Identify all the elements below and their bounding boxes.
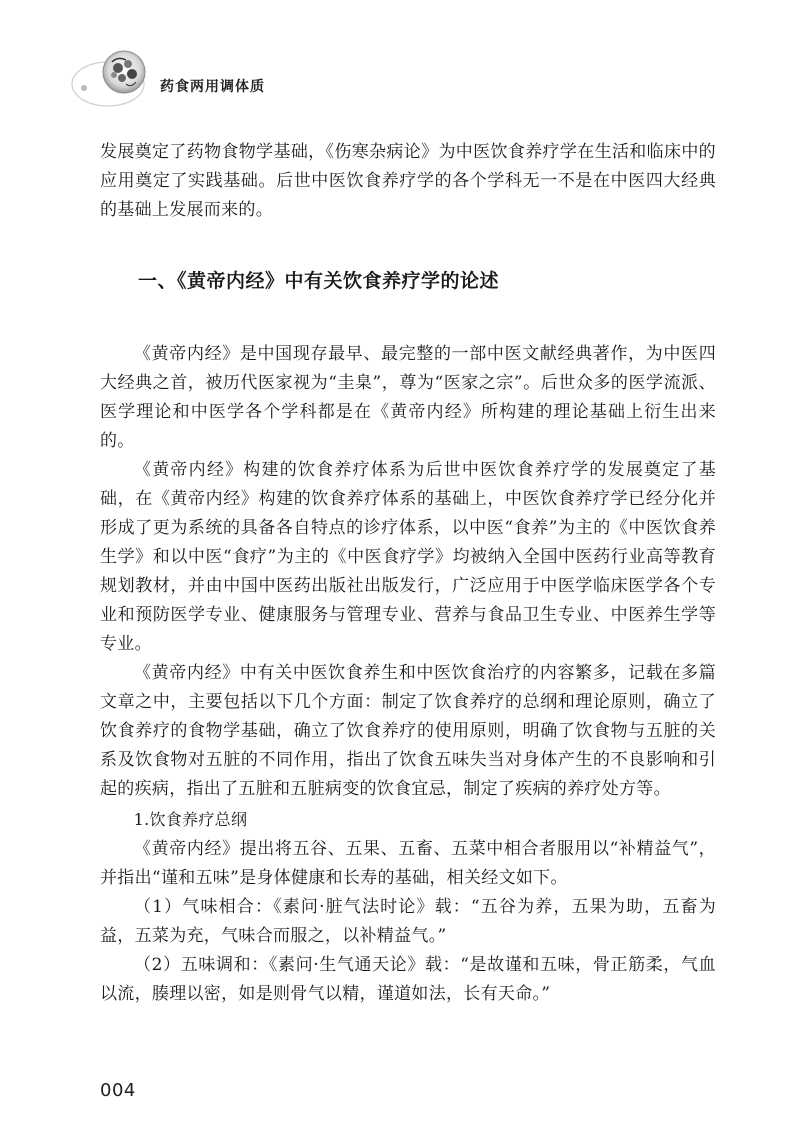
list-item-2: （2）五味调和：《素问·生气通天论》载：“是故谨和五味，骨正筋柔，气血以流，腠理以密，如是则骨气以精，谨道如法，长有天命。” bbox=[100, 955, 716, 1004]
section-heading: 一、《黄帝内经》中有关饮食养疗学的论述 bbox=[138, 270, 500, 292]
page-number: 004 bbox=[100, 1080, 136, 1101]
paragraph-2: 《黄帝内经》构建的饮食养疗体系为后世中医饮食养疗学的发展奠定了基础，在《黄帝内经》构建的饮食养疗体系的基础上，中医饮食养疗学已经分化并形成了更为系统的具备各自特点的诊疗体系，以中医“食养”为主的《中医饮食养生学》和以中医“食疗”为主的《中医食疗学》均被纳入全国中医药行业高等教育规划教材，并由中国中医药出版社出版发行，广泛应用于中医学临床医学各个专业和预防医学专业、健康服务与管理专业、营养与食品卫生专业、中医养生学等专业。 bbox=[100, 460, 716, 654]
paragraph-1: 《黄帝内经》是中国现存最早、最完整的一部中医文献经典著作，为中医四大经典之首，被历代医家视为“圭臬”，尊为“医家之宗”。后世众多的医学流派、医学理论和中医学各个学科都是在《黄帝内经》所构建的理论基础上衍生出来的。 bbox=[100, 344, 716, 451]
continuation-paragraph: 发展奠定了药物食物学基础，《伤寒杂病论》为中医饮食养疗学在生活和临床中的应用奠定了实践基础。后世中医饮食养疗学的各个学科无一不是在中医四大经典的基础上发展而来的。 bbox=[100, 142, 716, 220]
paragraph-4: 《黄帝内经》提出将五谷、五果、五畜、五菜中相合者服用以“补精益气”，并指出“谨和五味”是身体健康和长寿的基础，相关经文如下。 bbox=[100, 839, 716, 888]
list-item-1: （1）气味相合：《素问·脏气法时论》载：“五谷为养，五果为助，五畜为益，五菜为充，气味合而服之，以补精益气。” bbox=[100, 897, 716, 946]
subheading-1: 1.饮食养疗总纲 bbox=[133, 810, 248, 829]
header-title: 药食两用调体质 bbox=[160, 79, 265, 95]
paragraph-3: 《黄帝内经》中有关中医饮食养生和中医饮食治疗的内容繁多，记载在多篇文章之中，主要包括以下几个方面：制定了饮食养疗的总纲和理论原则，确立了饮食养疗的食物学基础，确立了饮食养疗的使用原则，明确了饮食物与五脏的关系及饮食物对五脏的不同作用，指出了饮食五味失当对身体产生的不良影响和引起的疾病，指出了五脏和五脏病变的饮食宜忌，制定了疾病的养疗处方等。 bbox=[100, 663, 716, 799]
running-header bbox=[60, 40, 760, 110]
page-body bbox=[100, 138, 716, 1009]
